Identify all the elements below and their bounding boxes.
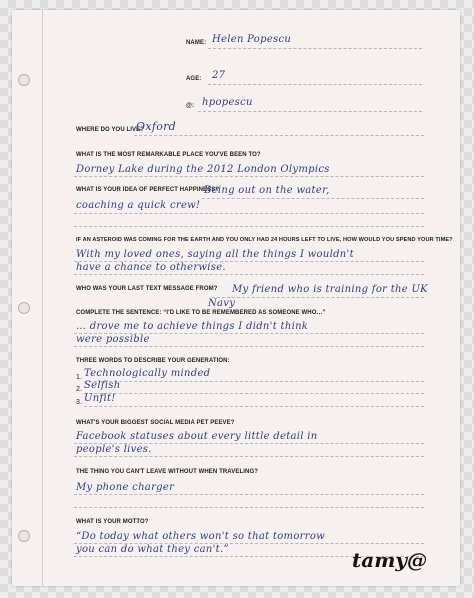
answer-remembered-1: … drove me to achieve things I didn't think [76, 321, 309, 332]
handle-label: @: [186, 103, 195, 109]
answer-motto-1: “Do today what others won't so that tomorrow [76, 531, 326, 542]
answer-pet-peeve-2: people's lives. [76, 444, 152, 455]
ruled-line [74, 176, 424, 177]
answer-perfect-happiness-2: coaching a quick crew! [76, 200, 201, 211]
answer-asteroid-1: With my loved ones, saying all the things I wouldn't [76, 249, 354, 260]
ruled-line [84, 406, 424, 407]
signature: tamy@ [352, 548, 427, 572]
question-pet-peeve: WHAT'S YOUR BIGGEST SOCIAL MEDIA PET PEEVE? [76, 420, 235, 426]
answer-remembered-2: were possible [76, 334, 150, 345]
ruled-line [74, 494, 424, 495]
question-three-words: THREE WORDS TO DESCRIBE YOUR GENERATION: [76, 358, 230, 364]
generation-word-3: Unfit! [84, 393, 116, 404]
question-where-live: WHERE DO YOU LIVE? [76, 127, 145, 133]
age-label: AGE: [186, 76, 202, 82]
question-asteroid: IF AN ASTEROID WAS COMING FOR THE EARTH AND YOU ONLY HAD 24 HOURS LEFT TO LIVE, HOW WOULD YOU SPEND YOUR TIME? [76, 237, 453, 243]
generation-word-1: Technologically minded [84, 368, 211, 379]
ruled-line [198, 111, 422, 112]
ruled-line [208, 48, 422, 49]
ruled-line [84, 393, 424, 394]
question-travel-item: THE THING YOU CAN'T LEAVE WITHOUT WHEN TRAVELING? [76, 469, 258, 475]
name-label: NAME: [186, 40, 207, 46]
ruled-line [74, 226, 424, 227]
list-number-2: 2. [76, 386, 83, 393]
list-number-1: 1. [76, 374, 83, 381]
ruled-line [74, 346, 424, 347]
answer-pet-peeve-1: Facebook statuses about every little detail in [76, 431, 318, 442]
ruled-line [134, 135, 424, 136]
answer-where-live: Oxford [136, 120, 177, 133]
answer-perfect-happiness-1: Being out on the water, [204, 185, 330, 196]
answer-last-text-2: Navy [208, 298, 236, 309]
question-remembered: COMPLETE THE SENTENCE: “I'D LIKE TO BE REMEMBERED AS SOMEONE WHO…” [76, 310, 326, 316]
answer-motto-2: you can do what they can't.” [76, 544, 229, 555]
ruled-line [84, 381, 424, 382]
ruled-line [74, 213, 424, 214]
ruled-line [208, 84, 422, 85]
question-last-text: WHO WAS YOUR LAST TEXT MESSAGE FROM? [76, 286, 218, 292]
binder-hole-bottom [18, 530, 30, 542]
question-remarkable-place: WHAT IS THE MOST REMARKABLE PLACE YOU'VE BEEN TO? [76, 152, 261, 158]
question-perfect-happiness: WHAT IS YOUR IDEA OF PERFECT HAPPINESS? [76, 187, 220, 193]
ruled-line [212, 297, 424, 298]
name-value: Helen Popescu [212, 34, 292, 45]
answer-asteroid-2: have a chance to otherwise. [76, 262, 226, 273]
list-number-3: 3. [76, 399, 83, 406]
ruled-line [74, 507, 424, 508]
question-motto: WHAT IS YOUR MOTTO? [76, 519, 149, 525]
ruled-line [202, 198, 424, 199]
ruled-line [74, 456, 424, 457]
binder-hole-top [18, 74, 30, 86]
ruled-line [74, 274, 424, 275]
questionnaire-sheet [12, 10, 460, 586]
answer-travel-item: My phone charger [76, 482, 175, 493]
generation-word-2: Selfish [84, 380, 121, 391]
age-value: 27 [212, 70, 226, 81]
margin-line [42, 10, 43, 586]
handle-value: hpopescu [202, 97, 253, 108]
answer-remarkable-place: Dorney Lake during the 2012 London Olympics [76, 164, 330, 175]
binder-hole-middle [18, 302, 30, 314]
answer-last-text-1: My friend who is training for the UK [232, 284, 428, 295]
